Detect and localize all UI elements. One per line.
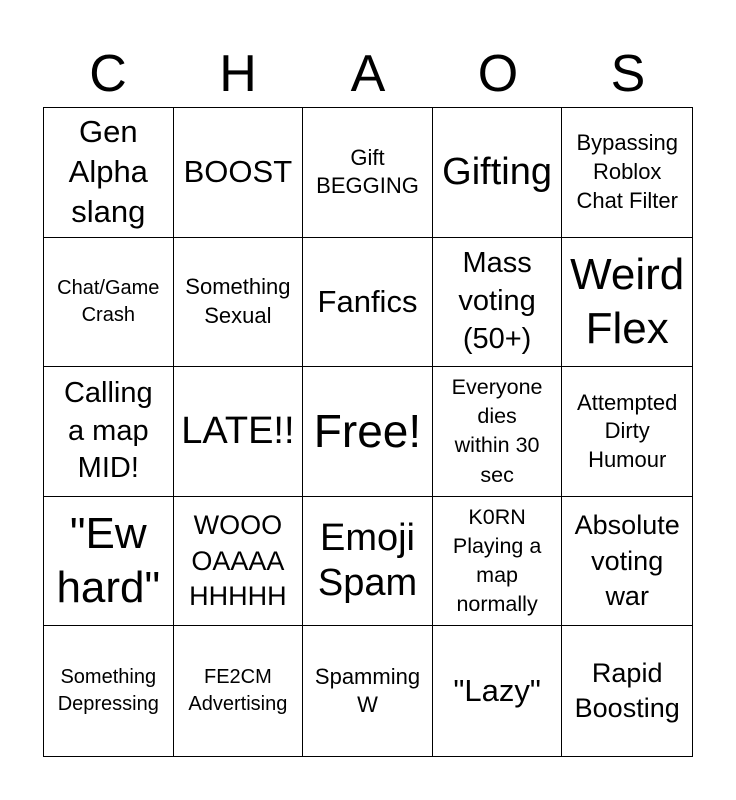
- cell-text: Everyone dies within 30 sec: [451, 375, 543, 487]
- cell-text: Rapid Boosting: [574, 658, 680, 724]
- bingo-cell[interactable]: [562, 108, 692, 238]
- cell-text: Absolute voting war: [574, 510, 680, 611]
- bingo-cell[interactable]: [174, 367, 304, 497]
- bingo-board: [43, 107, 693, 757]
- cell-text: K0RN Playing a map normally: [452, 505, 542, 617]
- bingo-cell[interactable]: [562, 367, 692, 497]
- cell-text: Attempted Dirty Humour: [577, 389, 678, 472]
- cell-text: Bypassing Roblox Chat Filter: [576, 130, 678, 213]
- header-letter-h: H: [219, 45, 257, 103]
- header-letter-c: C: [89, 45, 127, 103]
- bingo-cell[interactable]: [174, 626, 304, 756]
- bingo-cell[interactable]: [44, 626, 174, 756]
- cell-text: Something Depressing: [57, 666, 159, 716]
- bingo-cell[interactable]: [44, 238, 174, 368]
- bingo-cell[interactable]: [303, 626, 433, 756]
- bingo-cell[interactable]: [562, 626, 692, 756]
- cell-text: Emoji Spam: [317, 516, 418, 605]
- cell-text: "Ew hard": [56, 509, 161, 613]
- cell-text: Weird Flex: [570, 250, 685, 353]
- header-letter-s: S: [610, 45, 646, 103]
- cell-text: LATE!!: [181, 409, 295, 452]
- cell-text: Spamming W: [314, 663, 421, 718]
- cell-text: Gen Alpha slang: [68, 113, 148, 230]
- bingo-cell[interactable]: [433, 626, 563, 756]
- bingo-header: [43, 40, 693, 108]
- cell-text: Fanfics: [317, 283, 418, 319]
- bingo-cell[interactable]: [44, 108, 174, 238]
- bingo-cell[interactable]: [433, 108, 563, 238]
- header-letter-o: O: [477, 45, 519, 103]
- cell-text: WOOO OAAAA HHHHH: [189, 510, 287, 611]
- bingo-cell[interactable]: [303, 238, 433, 368]
- cell-text: Gifting: [442, 150, 552, 193]
- cell-text: Something Sexual: [185, 274, 291, 328]
- bingo-cell[interactable]: [433, 238, 563, 368]
- bingo-cell[interactable]: [303, 497, 433, 627]
- bingo-cell[interactable]: [174, 497, 304, 627]
- bingo-cell[interactable]: [433, 367, 563, 497]
- cell-text: FE2CM Advertising: [188, 666, 288, 716]
- cell-text: Chat/Game Crash: [57, 276, 160, 326]
- bingo-cell[interactable]: [562, 238, 692, 368]
- bingo-cell[interactable]: [433, 497, 563, 627]
- bingo-cell[interactable]: [303, 108, 433, 238]
- header-letter-a: A: [350, 45, 386, 103]
- cell-text: Calling a map MID!: [63, 376, 153, 485]
- cell-text: "Lazy": [453, 673, 541, 709]
- bingo-cell[interactable]: [303, 367, 433, 497]
- free-space-text: Free!: [313, 404, 422, 457]
- bingo-cell[interactable]: [174, 108, 304, 238]
- bingo-cell[interactable]: [44, 497, 174, 627]
- cell-text: Mass voting (50+): [458, 247, 536, 355]
- bingo-cell[interactable]: [174, 238, 304, 368]
- cell-text: Gift BEGGING: [316, 144, 419, 199]
- bingo-cell[interactable]: [562, 497, 692, 627]
- bingo-cell[interactable]: [44, 367, 174, 497]
- cell-text: BOOST: [183, 154, 293, 190]
